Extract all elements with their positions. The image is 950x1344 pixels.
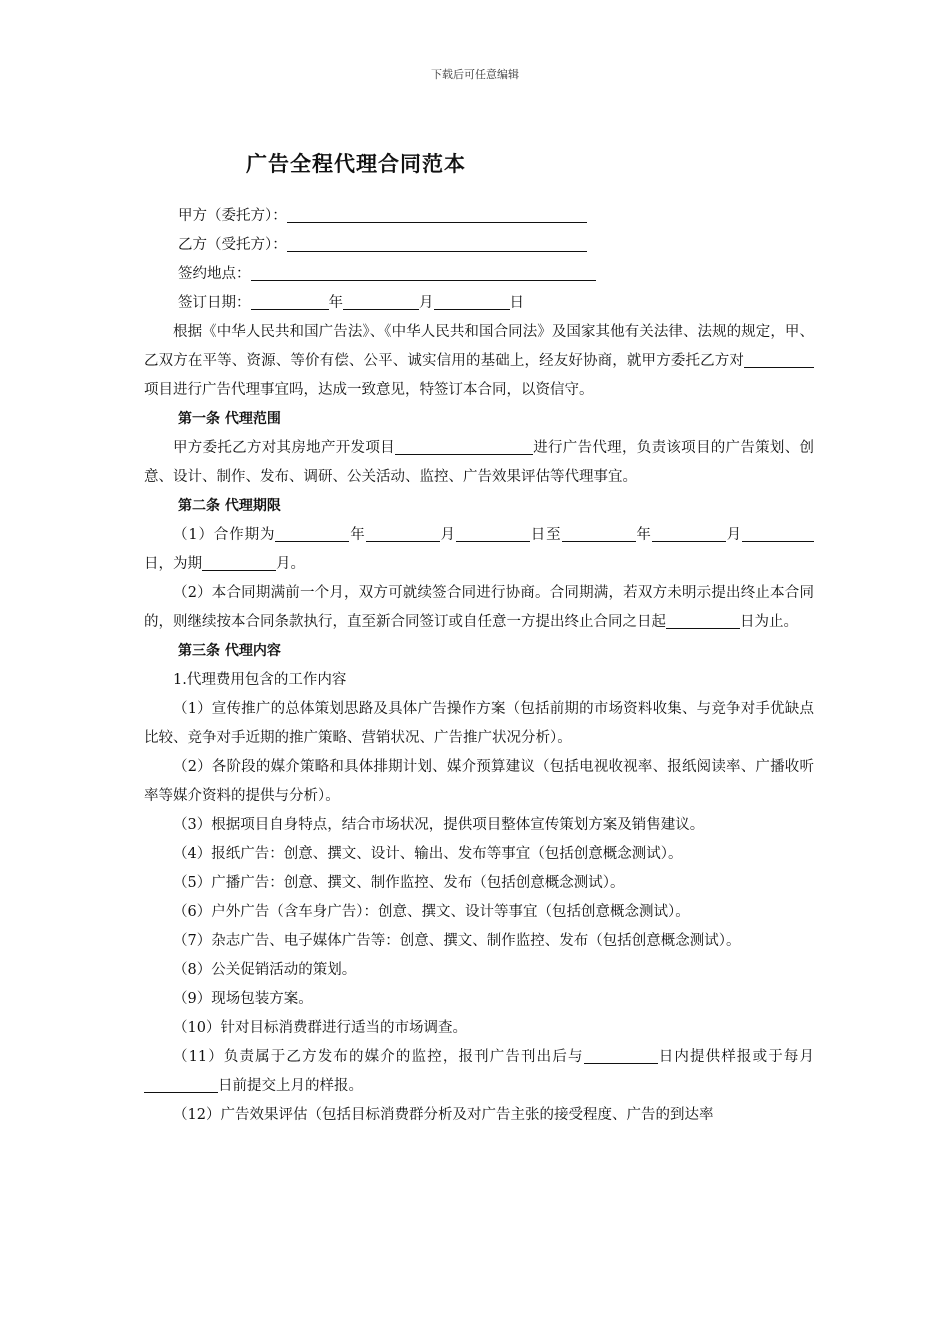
blank-field[interactable] <box>275 523 349 542</box>
blank-field[interactable] <box>744 349 814 368</box>
blank-field[interactable] <box>287 204 587 223</box>
party-b-label: 乙方（受托方）： <box>178 237 287 253</box>
clause-text: 日至 <box>529 527 562 543</box>
clause-text: 日为止。 <box>740 614 798 630</box>
article-1-text: 进行广告代理，负责该项目的广告策划、创意、设计、制作、发布、调研、公关活动、监控、广告效果评估等代理事宜。 <box>144 440 815 485</box>
list-item: （6）户外广告（含车身广告）：创意、撰文、设计等事宜（包括创意概念测试）。 <box>173 904 690 920</box>
list-item: （9）现场包装方案。 <box>173 991 313 1007</box>
blank-field[interactable] <box>584 1045 658 1064</box>
intro-text: 项目进行广告代理事宜吗，达成一致意见，特签订本合同，以资信守。 <box>144 382 594 398</box>
document-title: 广告全程代理合同范本 <box>246 152 466 176</box>
clause-text: （2）本合同期满前一个月，双方可就续签合同进行协商。合同期满，若双方未明示提出终止本合同的，则继续按本合同条款执行，直至新合同签订或自任意一方提出终止合同之日起 <box>144 585 814 630</box>
clause-text: 年 <box>349 527 366 543</box>
list-item: （4）报纸广告：创意、撰文、设计、输出、发布等事宜（包括创意概念测试）。 <box>173 846 683 862</box>
clause-text: 月。 <box>276 556 305 572</box>
blank-field[interactable] <box>652 523 726 542</box>
party-a-label: 甲方（委托方）： <box>178 208 287 224</box>
blank-field[interactable] <box>144 1074 218 1093</box>
item-text: 日前提交上月的样报。 <box>218 1078 363 1094</box>
header-note: 下载后可任意编辑 <box>431 68 519 81</box>
blank-field[interactable] <box>343 291 419 310</box>
item-text: （11）负责属于乙方发布的媒介的监控，报刊广告刊出后与 <box>173 1049 584 1065</box>
clause-text: 日，为期 <box>144 556 202 572</box>
list-item: （10）针对目标消费群进行适当的市场调查。 <box>173 1020 467 1036</box>
list-item: （7）杂志广告、电子媒体广告等：创意、撰文、制作监控、发布（包括创意概念测试）。 <box>173 933 741 949</box>
intro-text: 根据《中华人民共和国广告法》、《中华人民共和国合同法》及国家其他有关法律、法规的规定，甲、乙双方在平等、资源、等价有偿、公平、诚实信用的基础上，经友好协商，就甲方委托乙方对 <box>144 324 814 369</box>
clause-text: 月 <box>439 527 456 543</box>
list-item <box>144 1043 814 1101</box>
clause-text: 月 <box>725 527 743 543</box>
clause-text: （1）合作期为 <box>173 527 276 543</box>
article-2-clause-1 <box>144 521 814 579</box>
list-item: （3）根据项目自身特点，结合市场状况，提供项目整体宣传策划方案及销售建议。 <box>173 817 705 833</box>
blank-field[interactable] <box>366 523 440 542</box>
item-text: 日内提供样报或于每月 <box>657 1049 814 1065</box>
blank-field[interactable] <box>456 523 530 542</box>
list-item: （8）公关促销活动的策划。 <box>173 962 357 978</box>
article-1-heading: 第一条 代理范围 <box>178 411 281 427</box>
article-2-heading: 第二条 代理期限 <box>178 498 281 514</box>
list-item: （5）广播广告：创意、撰文、制作监控、发布（包括创意概念测试）。 <box>173 875 625 891</box>
blank-field[interactable] <box>434 291 510 310</box>
year-label: 年 <box>328 295 343 311</box>
blank-field[interactable] <box>251 291 329 310</box>
blank-field[interactable] <box>742 523 814 542</box>
article-3-subheading: 1.代理费用包含的工作内容 <box>173 672 347 688</box>
document-body <box>144 202 814 1130</box>
blank-field[interactable] <box>562 523 636 542</box>
list-item: （1）宣传推广的总体策划思路及具体广告操作方案（包括前期的市场资料收集、与竞争对手优缺点比较、竞争对手近期的推广策略、营销状况、广告推广状况分析）。 <box>144 701 814 746</box>
sign-place-label: 签约地点： <box>178 266 251 282</box>
list-item: （2）各阶段的媒介策略和具体排期计划、媒介预算建议（包括电视收视率、报纸阅读率、广播收听率等媒介资料的提供与分析）。 <box>144 759 814 804</box>
article-3-heading: 第三条 代理内容 <box>178 643 281 659</box>
sign-place-line <box>144 260 814 289</box>
day-label: 日 <box>509 295 524 311</box>
sign-date-line <box>144 289 814 318</box>
intro-paragraph <box>144 318 814 405</box>
blank-field[interactable] <box>395 436 533 455</box>
party-b-line <box>144 231 814 260</box>
month-label: 月 <box>419 295 434 311</box>
blank-field[interactable] <box>202 552 276 571</box>
article-2-clause-2 <box>144 579 814 637</box>
blank-field[interactable] <box>666 610 740 629</box>
article-1-paragraph <box>144 434 814 492</box>
list-item: （12）广告效果评估（包括目标消费群分析及对广告主张的接受程度、广告的到达率 <box>173 1107 714 1123</box>
clause-text: 年 <box>635 527 652 543</box>
article-1-text: 甲方委托乙方对其房地产开发项目 <box>173 440 395 456</box>
party-a-line <box>144 202 814 231</box>
blank-field[interactable] <box>287 233 587 252</box>
blank-field[interactable] <box>251 262 596 281</box>
sign-date-label: 签订日期： <box>178 295 251 311</box>
